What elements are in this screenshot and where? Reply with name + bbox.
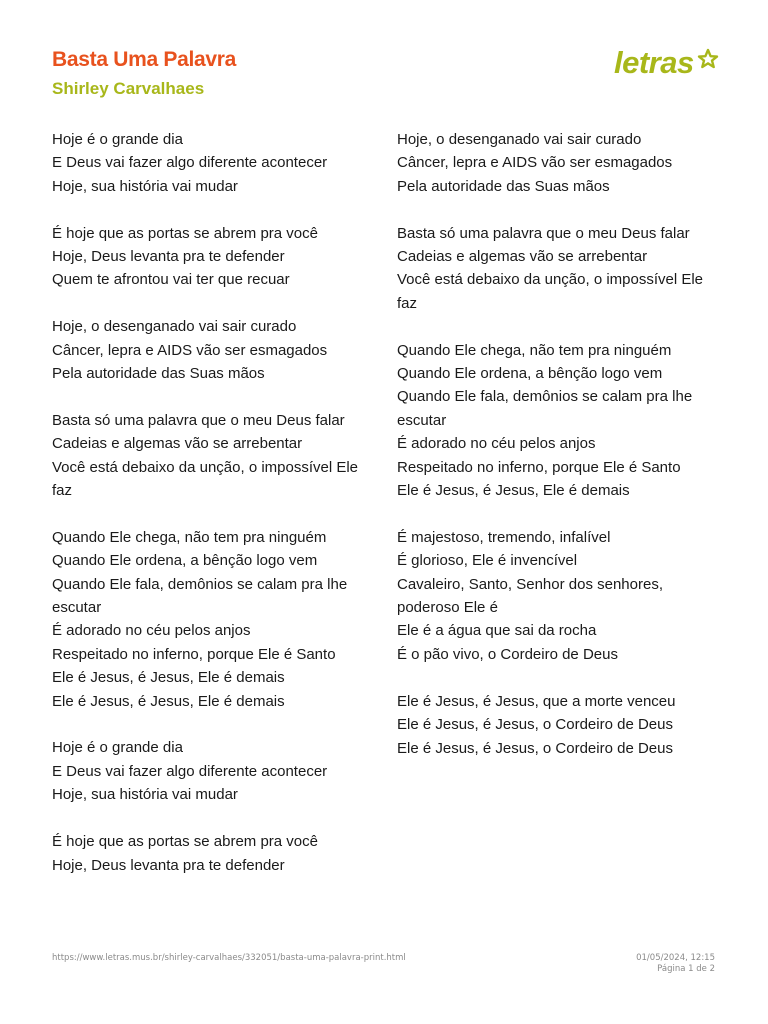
lyric-line: Quando Ele fala, demônios se calam pra lhe escutar [52,575,348,617]
lyric-line: É adorado no céu pelos anjos [397,435,596,453]
footer-page-number: Página 1 de 2 [657,964,715,974]
lyric-line: Quando Ele ordena, a bênção logo vem [397,365,663,383]
lyric-line: E Deus vai fazer algo diferente acontecer [52,762,328,780]
lyric-stanza [52,128,382,198]
lyric-line: É glorioso, Ele é invencível [397,552,578,570]
lyric-stanza [397,128,727,198]
lyric-line: Hoje é o grande dia [52,739,183,757]
lyric-line: É o pão vivo, o Cordeiro de Deus [397,645,618,663]
lyric-line: Câncer, lepra e AIDS vão ser esmagados [397,154,673,172]
lyric-line: Respeitado no inferno, porque Ele é Santo [52,645,336,663]
lyric-line: Ele é Jesus, é Jesus, o Cordeiro de Deus [397,739,673,757]
footer-datetime: 01/05/2024, 12:15 [636,953,715,963]
lyric-line: Hoje, sua história vai mudar [52,786,238,804]
lyric-line: Ele é Jesus, é Jesus, o Cordeiro de Deus [397,716,673,734]
lyric-stanza [397,690,727,760]
lyric-line: Cavaleiro, Santo, Senhor dos senhores, poderoso Ele é [397,575,663,617]
star-icon [699,50,717,67]
lyric-line: Quando Ele fala, demônios se calam pra lhe escutar [397,388,693,429]
lyric-line: E Deus vai fazer algo diferente acontecer [52,154,328,172]
lyric-line: É adorado no céu pelos anjos [52,622,251,640]
lyric-stanza [52,736,382,806]
song-title: Basta Uma Palavra [52,48,237,71]
lyric-line: Hoje, Deus levanta pra te defender [52,248,285,266]
lyric-line: Hoje, Deus levanta pra te defender [52,856,285,874]
lyric-line: Quem te afrontou vai ter que recuar [52,271,290,289]
lyric-line: Ele é Jesus, é Jesus, Ele é demais [397,482,630,500]
lyric-stanza [397,526,727,666]
lyric-line: Ele é Jesus, é Jesus, Ele é demais [52,692,285,710]
lyric-line: Basta só uma palavra que o meu Deus falar [52,411,345,429]
lyric-line: Basta só uma palavra que o meu Deus falar [397,224,690,242]
lyric-line: Hoje é o grande dia [52,131,183,148]
lyric-stanza [52,526,382,713]
letras-logo[interactable] [612,40,722,84]
letras-logo-text: letras [614,45,694,80]
lyric-line: Câncer, lepra e AIDS vão ser esmagados [52,341,328,359]
lyric-line: Ele é Jesus, é Jesus, Ele é demais [52,669,285,687]
lyric-line: Quando Ele ordena, a bênção logo vem [52,552,318,570]
lyric-line: Você está debaixo da unção, o impossível Ele faz [52,458,359,500]
artist-name[interactable]: Shirley Carvalhaes [52,79,205,98]
lyric-stanza [52,409,382,503]
lyrics-column-right [397,128,727,783]
footer-meta [636,953,715,975]
lyric-line: É hoje que as portas se abrem pra você [52,224,318,242]
lyric-line: Hoje, o desenganado vai sair curado [397,131,642,148]
lyric-line: Quando Ele chega, não tem pra ninguém [397,341,672,359]
lyric-line: Cadeias e algemas vão se arrebentar [397,248,648,266]
lyric-line: É hoje que as portas se abrem pra você [52,833,318,851]
lyric-stanza [52,315,382,385]
footer-url[interactable]: https://www.letras.mus.br/shirley-carvalhaes/332051/basta-uma-palavra-print.html [52,953,406,963]
lyric-line: Você está debaixo da unção, o impossível Ele faz [397,271,704,312]
lyric-line: Ele é a água que sai da rocha [397,622,597,640]
lyric-stanza [397,339,727,503]
lyric-line: Quando Ele chega, não tem pra ninguém [52,528,327,546]
lyric-line: Cadeias e algemas vão se arrebentar [52,435,303,453]
lyric-line: Hoje, o desenganado vai sair curado [52,318,297,336]
lyric-line: Ele é Jesus, é Jesus, que a morte venceu [397,692,676,710]
lyric-stanza [397,222,727,316]
lyric-line: Respeitado no inferno, porque Ele é Santo [397,458,681,476]
lyric-stanza [52,222,382,292]
lyric-line: Pela autoridade das Suas mãos [52,365,265,383]
lyric-line: Hoje, sua história vai mudar [52,177,238,195]
lyric-stanza [52,830,382,877]
lyric-line: É majestoso, tremendo, infalível [397,528,611,546]
lyric-line: Pela autoridade das Suas mãos [397,177,610,195]
lyrics-column-left [52,128,382,900]
